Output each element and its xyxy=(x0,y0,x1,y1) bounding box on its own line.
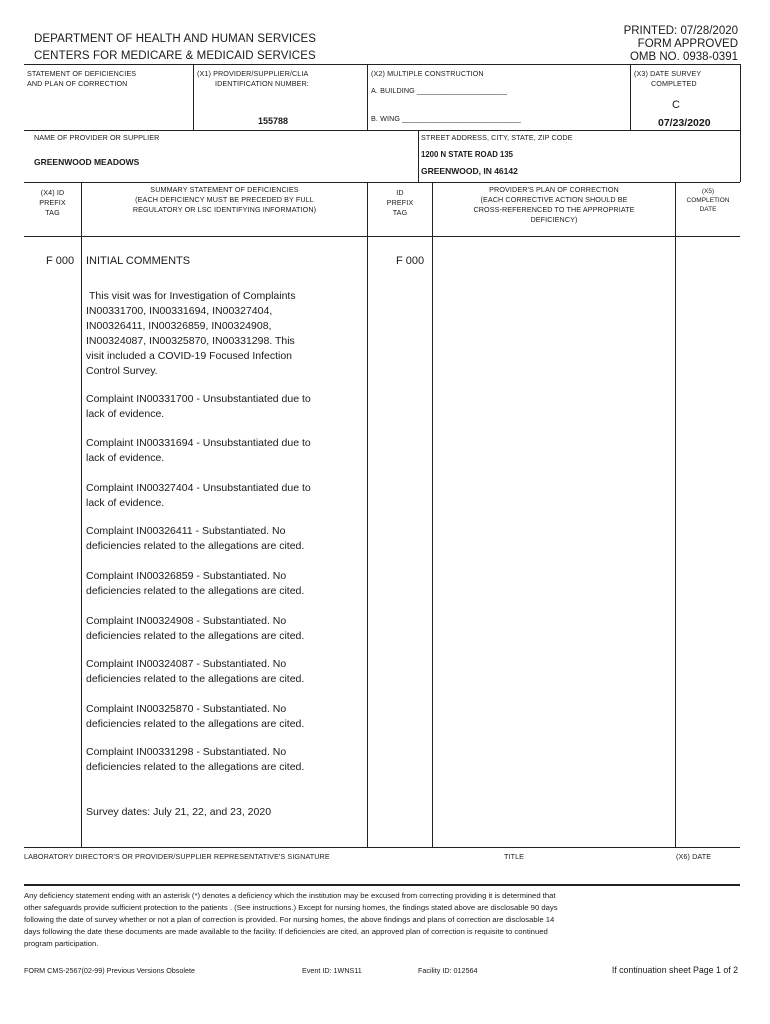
date-label: (X6) DATE xyxy=(676,852,712,861)
finding-paragraph xyxy=(86,657,346,687)
text-line: deficiencies related to the allegations are cited. xyxy=(86,540,305,552)
printed-date: PRINTED: 07/28/2020 xyxy=(623,25,738,37)
agency-name-line-2: CENTERS FOR MEDICARE & MEDICAID SERVICES xyxy=(34,50,316,62)
finding-paragraph xyxy=(86,524,346,554)
form-approved: FORM APPROVED xyxy=(637,38,738,50)
x3-label-1: (X3) DATE SURVEY xyxy=(634,69,702,78)
text-line: Survey dates: July 21, 22, and 23, 2020 xyxy=(86,806,272,818)
disclaimer-line: other safeguards provide sufficient protection to the patients . (See instructions.) Except for nursing homes, the findings stated above are disclosable 90 days xyxy=(24,903,558,912)
text-line: lack of evidence. xyxy=(86,452,165,464)
provider-bottom-rule xyxy=(24,182,740,183)
column-divider xyxy=(432,182,433,847)
id-label-3: TAG xyxy=(392,208,408,217)
x3-label-2: COMPLETED xyxy=(651,79,697,88)
text-line: Complaint IN00324087 - Substantiated. No xyxy=(86,658,287,670)
id-label-2: PREFIX xyxy=(386,198,414,207)
provider-name-label: NAME OF PROVIDER OR SUPPLIER xyxy=(34,133,160,142)
column-divider xyxy=(675,182,676,847)
signature-bottom-rule xyxy=(24,884,740,886)
signature-top-rule xyxy=(24,847,740,848)
text-line: lack of evidence. xyxy=(86,408,165,420)
disclaimer-line: days following the date these documents are made available to the facility. If deficiencies are cited, an approved plan of correction is requisite to continued xyxy=(24,927,548,936)
survey-completed-date: 07/23/2020 xyxy=(658,117,711,129)
finding-paragraph xyxy=(86,481,346,511)
x2-label: (X2) MULTIPLE CONSTRUCTION xyxy=(371,69,484,78)
statement-label-2: AND PLAN OF CORRECTION xyxy=(27,79,128,88)
text-line: Complaint IN00324908 - Substantiated. No xyxy=(86,615,287,627)
survey-letter: C xyxy=(672,99,680,111)
box1-bottom-rule xyxy=(24,130,740,131)
divider xyxy=(630,64,631,130)
street-address: 1200 N STATE ROAD 135 xyxy=(421,150,514,159)
text-line: deficiencies related to the allegations are cited. xyxy=(86,630,305,642)
text-line: IN00331700, IN00331694, IN00327404, xyxy=(86,305,273,317)
finding-paragraph xyxy=(86,392,346,422)
summary-header-1: SUMMARY STATEMENT OF DEFICIENCIES xyxy=(150,185,299,194)
x5-label-2: COMPLETION xyxy=(686,197,730,204)
tag-right: F 000 xyxy=(396,255,425,267)
x5-label-1: (X5) xyxy=(701,188,715,195)
summary-header-3: REGULATORY OR LSC IDENTIFYING INFORMATION) xyxy=(132,205,317,214)
building-label: A. BUILDING ______________________ xyxy=(371,86,508,95)
plan-header-1: PROVIDER'S PLAN OF CORRECTION xyxy=(489,185,619,194)
text-line: Complaint IN00331298 - Substantiated. No xyxy=(86,746,287,758)
finding-paragraph xyxy=(86,805,346,820)
plan-header-4: DEFICIENCY) xyxy=(530,215,578,224)
text-line: Complaint IN00326411 - Substantiated. No xyxy=(86,525,286,537)
disclaimer-line: Any deficiency statement ending with an asterisk (*) denotes a deficiency which the institution may be excused from correcting providing it is determined that xyxy=(24,891,556,900)
divider xyxy=(367,64,368,130)
agency-name-line-1: DEPARTMENT OF HEALTH AND HUMAN SERVICES xyxy=(34,33,317,45)
x4-label-1: (X4) ID xyxy=(40,188,65,197)
text-line: Complaint IN00327404 - Unsubstantiated due to xyxy=(86,482,311,494)
address-label: STREET ADDRESS, CITY, STATE, ZIP CODE xyxy=(421,133,573,142)
top-rule xyxy=(24,64,740,65)
provider-name: GREENWOOD MEADOWS xyxy=(34,157,140,167)
text-line: deficiencies related to the allegations are cited. xyxy=(86,761,305,773)
finding-paragraph xyxy=(86,569,346,599)
finding-paragraph xyxy=(86,702,346,732)
divider xyxy=(193,64,194,130)
form-number: FORM CMS-2567(02-99) Previous Versions Obsolete xyxy=(24,966,195,975)
tag-left: F 000 xyxy=(46,255,75,267)
text-line: visit included a COVID-19 Focused Infection xyxy=(86,350,293,362)
text-line: IN00324087, IN00325870, IN00331298. This xyxy=(86,335,295,347)
text-line: IN00326411, IN00326859, IN00324908, xyxy=(86,320,272,332)
text-line: Complaint IN00326859 - Substantiated. No xyxy=(86,570,287,582)
omb-number: OMB NO. 0938-0391 xyxy=(629,51,738,63)
entry-heading: INITIAL COMMENTS xyxy=(86,255,191,267)
event-id: Event ID: 1WNS11 xyxy=(302,966,362,975)
signature-label: LABORATORY DIRECTOR'S OR PROVIDER/SUPPLIER REPRESENTATIVE'S SIGNATURE xyxy=(24,852,330,861)
x4-label-2: PREFIX xyxy=(39,198,66,207)
disclaimer-line: program participation. xyxy=(24,939,99,948)
finding-paragraph xyxy=(86,436,346,466)
finding-paragraph xyxy=(86,289,346,379)
page-indicator: If continuation sheet Page 1 of 2 xyxy=(611,965,738,975)
text-line: Control Survey. xyxy=(86,365,158,377)
x5-label-3: DATE xyxy=(699,206,717,213)
text-line: Complaint IN00331694 - Unsubstantiated due to xyxy=(86,437,311,449)
disclaimer xyxy=(24,890,558,950)
disclaimer-line: following the date of survey whether or not a plan of correction is provided. For nursing homes, the above findings and plans of correction are disclosable 14 xyxy=(24,915,555,924)
city-state-zip: GREENWOOD, IN 46142 xyxy=(421,166,518,176)
text-line: This visit was for Investigation of Complaints xyxy=(89,290,296,302)
text-line: lack of evidence. xyxy=(86,497,165,509)
column-header-bottom-rule xyxy=(24,236,740,237)
finding-paragraph xyxy=(86,614,346,644)
finding-paragraph xyxy=(86,745,346,775)
x4-label-3: TAG xyxy=(45,208,60,217)
facility-id: Facility ID: 012564 xyxy=(418,966,478,975)
plan-header-2: (EACH CORRECTIVE ACTION SHOULD BE xyxy=(480,195,628,204)
divider xyxy=(740,64,741,182)
provider-id-number: 155788 xyxy=(258,116,289,126)
text-line: Complaint IN00331700 - Unsubstantiated due to xyxy=(86,393,311,405)
text-line: deficiencies related to the allegations are cited. xyxy=(86,673,305,685)
text-line: deficiencies related to the allegations are cited. xyxy=(86,585,305,597)
statement-label-1: STATEMENT OF DEFICIENCIES xyxy=(27,69,137,78)
plan-header-3: CROSS-REFERENCED TO THE APPROPRIATE xyxy=(473,205,635,214)
x1-label-1: (X1) PROVIDER/SUPPLIER/CLIA xyxy=(197,69,309,78)
text-line: deficiencies related to the allegations are cited. xyxy=(86,718,305,730)
wing-label: B. WING _____________________________ xyxy=(371,114,521,123)
column-divider xyxy=(81,182,82,847)
title-label: TITLE xyxy=(504,852,525,861)
text-line: Complaint IN00325870 - Substantiated. No xyxy=(86,703,287,715)
column-divider xyxy=(367,182,368,847)
summary-header-2: (EACH DEFICIENCY MUST BE PRECEDED BY FULL xyxy=(135,195,314,204)
x1-label-2: IDENTIFICATION NUMBER: xyxy=(215,79,309,88)
divider xyxy=(418,130,419,182)
id-label-1: ID xyxy=(396,188,404,197)
